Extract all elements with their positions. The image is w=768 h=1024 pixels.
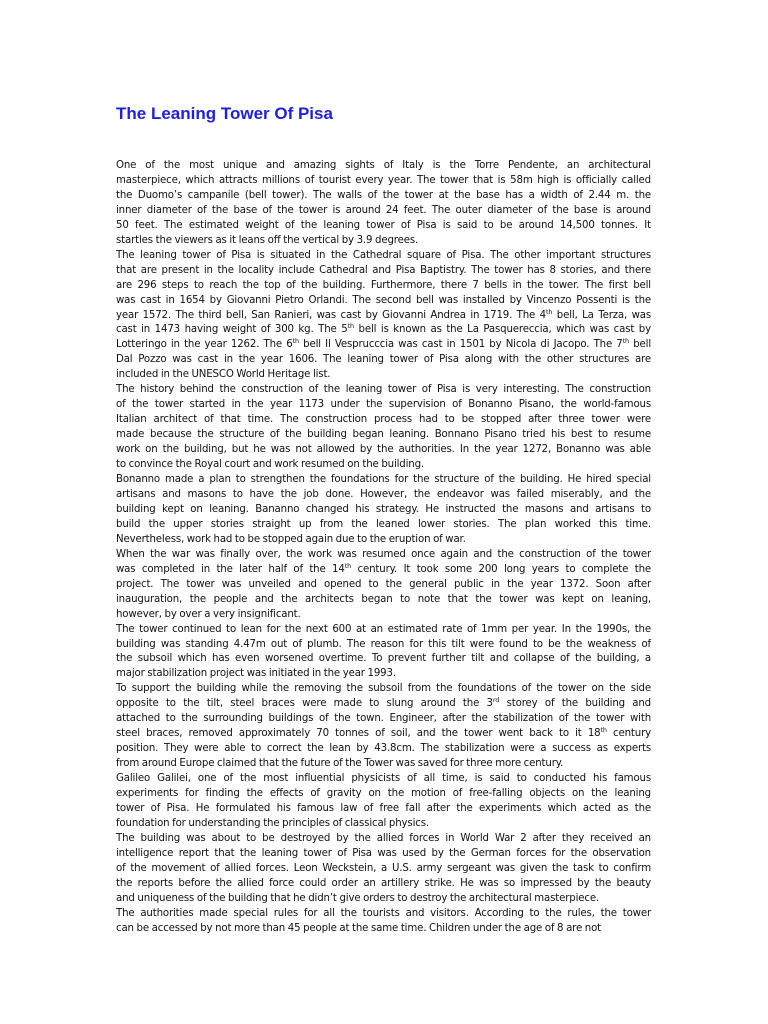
ordinal-suffix: rd [492,696,500,705]
text-line: major stabilization project was initiated in the year 1993. [116,668,396,680]
text-line: year 1572. The third bell, San Ranieri, was cast by Giovanni Andrea in 1719. The 4th bell, La Terza, was [116,307,652,321]
text-line: inauguration, the people and the architects began to note that the tower was kept on leaning, [116,593,651,605]
text-line: experiments for finding the effects of gravity on the motion of free-falling objects on the leaning [116,788,651,800]
text-line: and uniqueness of the building that he didn’t give orders to destroy the architectural masterpiece. [116,892,600,904]
text-line: artisans and masons to have the job done. However, the endeavor was failed miserably, and the [116,488,651,500]
text-line: the Duomo’s campanile (bell tower). The walls of the tower at the base has a width of 2.44 m. the [116,189,651,201]
text-line: Galileo Galilei, one of the most influential physicists of all time, is said to conducted his famous [116,773,651,785]
text-line: Italian architect of that time. The construction process had to be stopped after three tower were [116,414,651,426]
text-line: steel braces, removed approximately 70 tonnes of soil, and the tower went back to it 18th century [116,726,651,740]
text-line: One of the most unique and amazing sights of Italy is the Torre Pendente, an architectural [116,160,651,171]
ordinal-suffix: th [347,322,354,331]
ordinal-suffix: th [292,337,299,346]
text-line: inner diameter of the base of the tower is around 24 feet. The outer diameter of the base is around [116,204,651,216]
text-line: however, by over a very insignificant. [116,608,301,620]
paragraph [116,907,651,937]
text-line: the subsoil which has even worsened overtime. To prevent further tilt and collapse of the building, a [116,653,651,665]
ordinal-suffix: th [545,307,553,316]
text-line: Lotteringo in the year 1262. The 6th bell Il Vesprucccia was cast in 1501 by Nicola di Jacopo. The 7th bell [116,337,652,351]
text-line: Bonanno made a plan to strengthen the foundations for the structure of the building. He hired special [116,474,651,486]
text-line: tower of Pisa. He formulated his famous law of free fall after the experiments which acted as the [116,802,651,814]
paragraph [116,623,651,683]
text-line: can be accessed by not more than 45 people at the same time. Children under the age of 8 are not [116,922,602,934]
text-line: Dal Pozzo was cast in the year 1606. The leaning tower of Pisa along with the other structures are [116,354,651,366]
text-line: To support the building while the removing the subsoil from the foundations of the tower on the side [116,683,651,695]
text-line: build the upper stories straight up from the leaned lower stories. The plan worked this time. [116,518,651,530]
text-line: from around Europe claimed that the future of the Tower was saved for three more century. [116,758,564,770]
text-line: attached to the surrounding buildings of the town. Engineer, after the stabilization of the tower with [116,713,651,725]
text-line: the reports before the allied force could order an artillery strike. He was so impressed by the beauty [116,877,651,889]
text-line: was completed in the later half of the 14th century. It took some 200 long years to complete the [116,561,651,575]
text-line: The building was about to be destroyed by the allied forces in World War 2 after they received an [116,832,651,844]
text-line: of the movement of allied forces. Leon Weckstein, a U.S. army sergeant was given the task to confirm [116,862,651,874]
paragraph [116,249,651,384]
text-line: building was standing 4.47m out of plumb. The reason for this tilt were found to be the weakness of [116,638,651,650]
text-line: was cast in 1654 by Giovanni Pietro Orlandi. The second bell was installed by Vincenzo Possenti is the [116,294,651,306]
paragraph [116,772,651,832]
text-line: startles the viewers as it leans off the vertical by 3.9 degrees. [116,234,419,246]
text-line: work on the building, but he was not allowed by the authorities. In the year 1272, Bonanno was able [116,444,651,456]
ordinal-suffix: th [622,337,629,346]
text-line: of the tower started in the year 1173 under the supervision of Bonanno Pisano, the world-famous [116,399,651,411]
text-line: The authorities made special rules for all the tourists and visitors. According to the rules, the tower [116,907,651,919]
text-line: Nevertheless, work had to be stopped again due to the eruption of war. [116,533,466,545]
text-line: to convince the Royal court and work resumed on the building. [116,459,425,471]
text-line: building kept on leaning. Bananno changed his strategy. He instructed the masons and artisans to [116,503,651,515]
document-body [116,159,651,937]
text-line: position. They were able to correct the lean by 43.8cm. The stabilization were a success as experts [116,743,651,755]
paragraph [116,682,651,772]
text-line: The leaning tower of Pisa is situated in the Cathedral square of Pisa. The other important structures [116,249,651,261]
text-line: intelligence report that the leaning tower of Pisa was used by the German forces for the observation [116,847,651,859]
text-line: are 296 steps to reach the top of the building. Furthermore, there 7 bells in the tower. The first bell [116,279,651,291]
ordinal-suffix: th [344,561,352,570]
text-line: cast in 1473 having weight of 300 kg. The 5th bell is known as the La Pasquereccia, which was cast by [116,322,652,336]
text-line: masterpiece, which attracts millions of tourist every year. The tower that is 58m high is officially called [116,174,651,186]
text-line: The tower continued to lean for the next 600 at an estimated rate of 1mm per year. In the 1990s, the [116,623,651,635]
text-line: When the war was finally over, the work was resumed once again and the construction of the tower [116,548,651,560]
paragraph [116,383,651,473]
text-line: 50 feet. The estimated weight of the leaning tower of Pisa is said to be around 14,500 tonnes. It [116,219,651,231]
paragraph [116,548,651,623]
document-title: The Leaning Tower Of Pisa [116,104,333,123]
paragraph [116,473,651,548]
text-line: The history behind the construction of the leaning tower of Pisa is very interesting. The construction [116,384,651,396]
ordinal-suffix: th [600,726,607,735]
paragraph [116,159,651,249]
text-line: included in the UNESCO World Heritage list. [116,369,331,381]
text-line: foundation for understanding the principles of classical physics. [116,817,429,829]
text-line: made because the structure of the building began leaning. Bonnano Pisano tried his best to resume [116,429,651,441]
text-line: project. The tower was unveiled and opened to the general public in the year 1372. Soon after [116,578,651,590]
paragraph [116,832,651,907]
text-line: opposite to the tilt, steel braces were made to slung around the 3rd storey of the building and [116,696,651,710]
text-line: that are present in the locality include Cathedral and Pisa Baptistry. The tower has 8 stories, and there [116,264,651,276]
